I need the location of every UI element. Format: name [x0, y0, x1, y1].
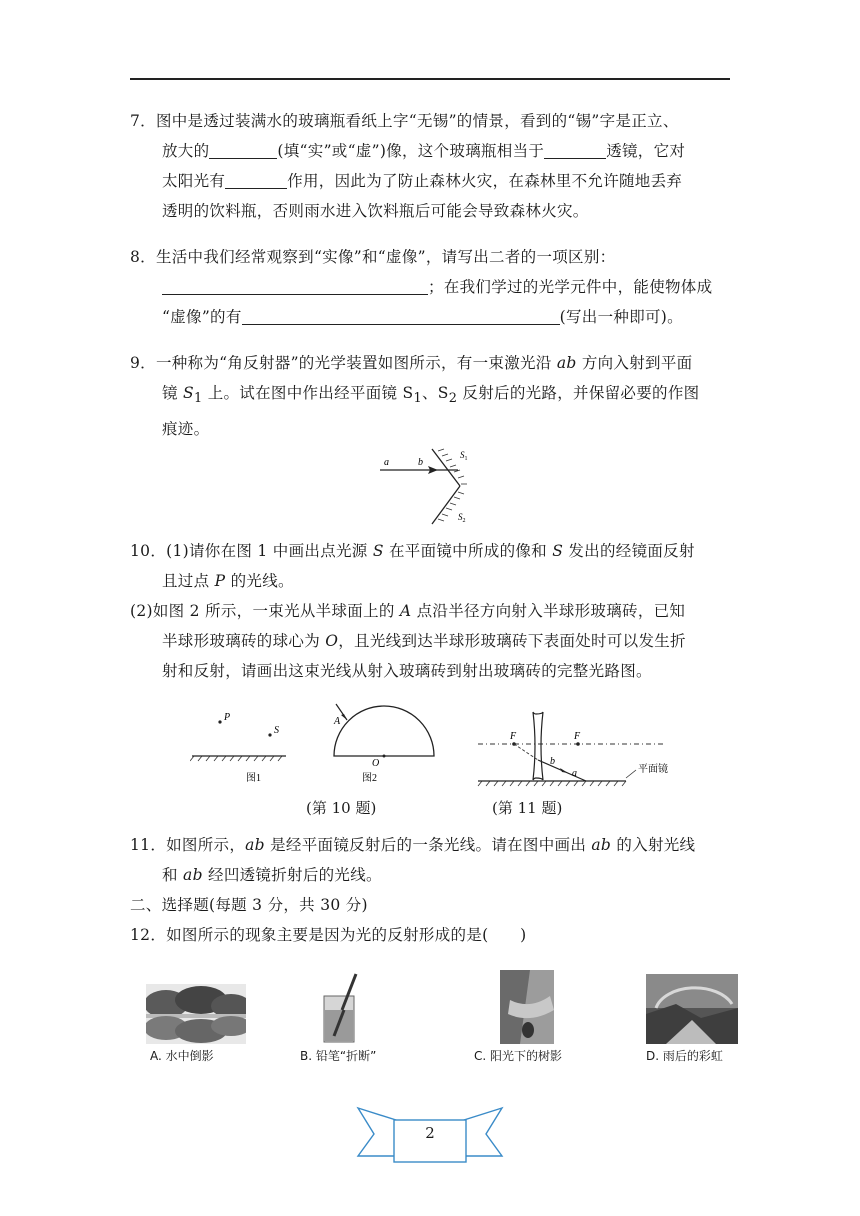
label-a: a	[384, 457, 389, 468]
option-b-label: B. 铅笔“折断”	[300, 1049, 377, 1063]
q11-var: ab	[183, 866, 203, 884]
photo-water-reflection	[146, 984, 246, 1044]
q9-sub: 1	[193, 391, 203, 407]
q11-text: 11．如图所示，	[130, 836, 246, 854]
q10-text: 点沿半径方向射入半球形玻璃砖，已知	[411, 602, 686, 620]
mirror-leader	[626, 770, 636, 778]
label-s1-letter: S	[460, 450, 465, 460]
question-9	[130, 348, 735, 444]
answer-blank[interactable]	[162, 276, 428, 295]
q7-text: 作用，因此为了防止森林火灾，在森林里不允许随地丢弃	[287, 172, 683, 190]
answer-blank[interactable]	[242, 306, 560, 325]
label-plane-mirror: 平面镜	[638, 764, 668, 775]
label-s1-sub: 1	[464, 456, 468, 462]
label-s: S	[274, 725, 279, 736]
q11-text: 和	[162, 866, 184, 884]
ray-arrow	[341, 714, 347, 720]
q7-text: 透镜，它对	[606, 142, 686, 160]
point-p	[218, 720, 221, 723]
mirror-hatching	[478, 781, 626, 786]
q10-var: O	[325, 632, 339, 650]
q8-text: “虚像”的有	[162, 308, 242, 326]
q10-text: 在平面镜中所成的像和	[383, 542, 553, 560]
figure-1-plane-mirror	[190, 706, 290, 790]
q9-var-s: S	[183, 384, 194, 402]
q9-text: 反射后的光路，并保留必要的作图	[457, 384, 700, 402]
label-a: A	[334, 716, 341, 727]
option-d-label: D. 雨后的彩虹	[646, 1049, 723, 1063]
answer-blank[interactable]	[225, 170, 287, 189]
q9-text: 上。试在图中作出经平面镜 S	[202, 384, 414, 402]
q9-text: 镜	[162, 384, 184, 402]
q10-text: 10．(1)请你在图 1 中画出点光源	[130, 542, 373, 560]
mirror-hatching	[190, 756, 282, 761]
question-10	[130, 536, 735, 686]
q10-text: (2)如图 2 所示，一束光从半球面上的	[130, 602, 400, 620]
label-s2-sub: 2	[462, 518, 466, 524]
focus-right	[576, 742, 580, 746]
q10-text: 的光线。	[225, 572, 294, 590]
label-s2-letter: S	[458, 512, 463, 522]
center-o	[383, 755, 386, 758]
q8-line-1: 8．生活中我们经常观察到“实像”和“虚像”，请写出二者的一项区别：	[130, 248, 616, 266]
option-c-label: C. 阳光下的树影	[474, 1049, 563, 1063]
q11-text: 的入射光线	[611, 836, 696, 854]
caption-q11: (第 11 题)	[492, 799, 563, 817]
q11-var: ab	[245, 836, 265, 854]
label-b: b	[550, 756, 555, 767]
caption-q10: (第 10 题)	[306, 799, 377, 817]
q11-text: 经凹透镜折射后的光线。	[202, 866, 382, 884]
q9-text: 、S	[421, 384, 449, 402]
figure-11-concave-lens	[476, 708, 736, 788]
q7-line-1: 7．图中是透过装满水的玻璃瓶看纸上字“无锡”的情景，看到的“锡”字是正立、	[130, 112, 679, 130]
label-b: b	[418, 457, 423, 468]
label-s2	[458, 512, 466, 524]
q9-text: 9．一种称为“角反射器”的光学装置如图所示，有一束激光沿	[130, 354, 557, 372]
q9-var-ab: ab	[556, 354, 577, 372]
ribbon-right-tail	[464, 1108, 502, 1156]
concave-lens	[533, 712, 543, 780]
header-rule	[130, 78, 730, 80]
question-8	[130, 242, 735, 332]
figure-2-label: 图2	[362, 773, 377, 784]
option-a-label: A. 水中倒影	[150, 1049, 214, 1063]
q10-text: 半球形玻璃砖的球心为	[162, 632, 326, 650]
label-p: P	[224, 712, 231, 723]
q10-var: S	[372, 542, 384, 560]
q10-line-5: 射和反射，请画出这束光线从射入玻璃砖到射出玻璃砖的完整光路图。	[162, 662, 652, 680]
label-f-right: F	[574, 731, 581, 742]
q9-text: 方向入射到平面	[576, 354, 693, 372]
label-a: a	[572, 768, 577, 779]
hemisphere-glass	[334, 706, 434, 756]
figure-2-hemisphere	[328, 700, 440, 788]
corner-reflector-figure	[378, 446, 488, 530]
section-2-heading: 二、选择题(每题 3 分，共 30 分)	[130, 896, 368, 914]
q10-var: P	[214, 572, 226, 590]
q7-text: (填“实”或“虚”)像，这个玻璃瓶相当于	[277, 142, 545, 160]
question-11	[130, 830, 735, 950]
q9-sub: 2	[448, 391, 458, 407]
q7-line-4: 透明的饮料瓶，否则雨水进入饮料瓶后可能会导致森林火灾。	[162, 202, 589, 220]
figure-1-label: 图1	[246, 773, 261, 784]
q10-text: ，且光线到达半球形玻璃砖下表面处时可以发生折	[338, 632, 686, 650]
photo-rainbow	[646, 974, 738, 1044]
label-f-left: F	[510, 731, 517, 742]
q9-line-3: 痕迹。	[162, 420, 210, 439]
q9-sub: 1	[413, 391, 422, 407]
q8-text: ；在我们学过的光学元件中，能使物体成	[428, 278, 713, 296]
photo-tree-shadow	[500, 970, 554, 1044]
point-s	[268, 733, 271, 736]
photo-pencil-in-water	[322, 972, 362, 1044]
q10-var: S	[552, 542, 564, 560]
q11-var: ab	[591, 836, 612, 854]
ribbon-left-tail	[358, 1108, 396, 1156]
answer-blank[interactable]	[544, 140, 606, 159]
q12-stem: 12．如图所示的现象主要是因为光的反射形成的是( )	[130, 926, 527, 944]
q10-var: A	[399, 602, 412, 620]
q7-text: 放大的	[162, 142, 210, 160]
q8-text: (写出一种即可)。	[559, 308, 683, 326]
q7-text: 太阳光有	[162, 172, 226, 190]
label-o: O	[372, 758, 380, 769]
page-number: 2	[425, 1124, 435, 1142]
answer-blank[interactable]	[209, 140, 277, 159]
label-s1	[460, 450, 468, 462]
q10-text: 且过点	[162, 572, 215, 590]
question-7	[130, 106, 735, 226]
q10-text: 发出的经镜面反射	[563, 542, 695, 560]
q11-text: 是经平面镜反射后的一条光线。请在图中画出	[264, 836, 592, 854]
